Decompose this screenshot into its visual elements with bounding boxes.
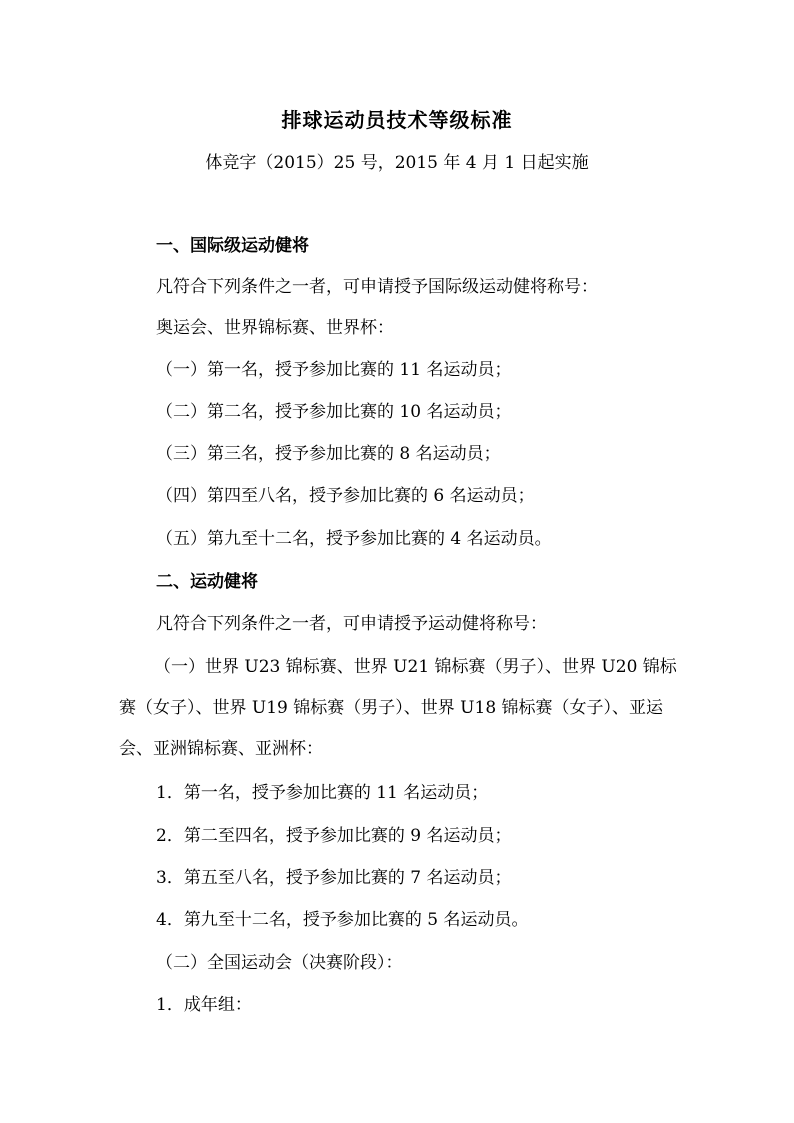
document-title: 排球运动员技术等级标准 — [281, 108, 513, 132]
section1-item: （一）第一名，授予参加比赛的 11 名运动员； — [156, 360, 512, 380]
section2-item: 2．第二至四名，授予参加比赛的 9 名运动员； — [156, 826, 512, 846]
section1-intro: 凡符合下列条件之一者，可申请授予国际级运动健将称号： — [156, 277, 598, 297]
section1-item: （三）第三名，授予参加比赛的 8 名运动员； — [156, 444, 501, 464]
section2-events-paragraph: （一）世界 U23 锦标赛、世界 U21 锦标赛（男子）、世界 U20 锦标赛（女子）、世界 U19 锦标赛（男子）、世界 U18 锦标赛（女子）、亚运会、亚洲锦标赛、亚洲杯： — [119, 657, 677, 759]
section1-item: （二）第二名，授予参加比赛的 10 名运动员； — [156, 402, 512, 422]
section1-heading: 一、国际级运动健将 — [156, 236, 309, 256]
document-subtitle: 体竞字（2015）25 号，2015 年 4 月 1 日起实施 — [205, 153, 589, 173]
section2-item: 3．第五至八名，授予参加比赛的 7 名运动员； — [156, 868, 512, 888]
section2-heading: 二、运动健将 — [156, 572, 258, 592]
section2-sub-heading: （二）全国运动会（决赛阶段）： — [156, 953, 403, 973]
section1-events: 奥运会、世界锦标赛、世界杯： — [156, 318, 394, 338]
section2-item: 1．第一名，授予参加比赛的 11 名运动员； — [156, 783, 489, 803]
section2-item: 4．第九至十二名，授予参加比赛的 5 名运动员。 — [156, 910, 529, 930]
section2-intro: 凡符合下列条件之一者，可申请授予运动健将称号： — [156, 614, 547, 634]
section1-item: （四）第四至八名，授予参加比赛的 6 名运动员； — [156, 486, 535, 506]
section2-sub-item: 1．成年组： — [156, 995, 252, 1015]
section1-item: （五）第九至十二名，授予参加比赛的 4 名运动员。 — [156, 529, 552, 549]
